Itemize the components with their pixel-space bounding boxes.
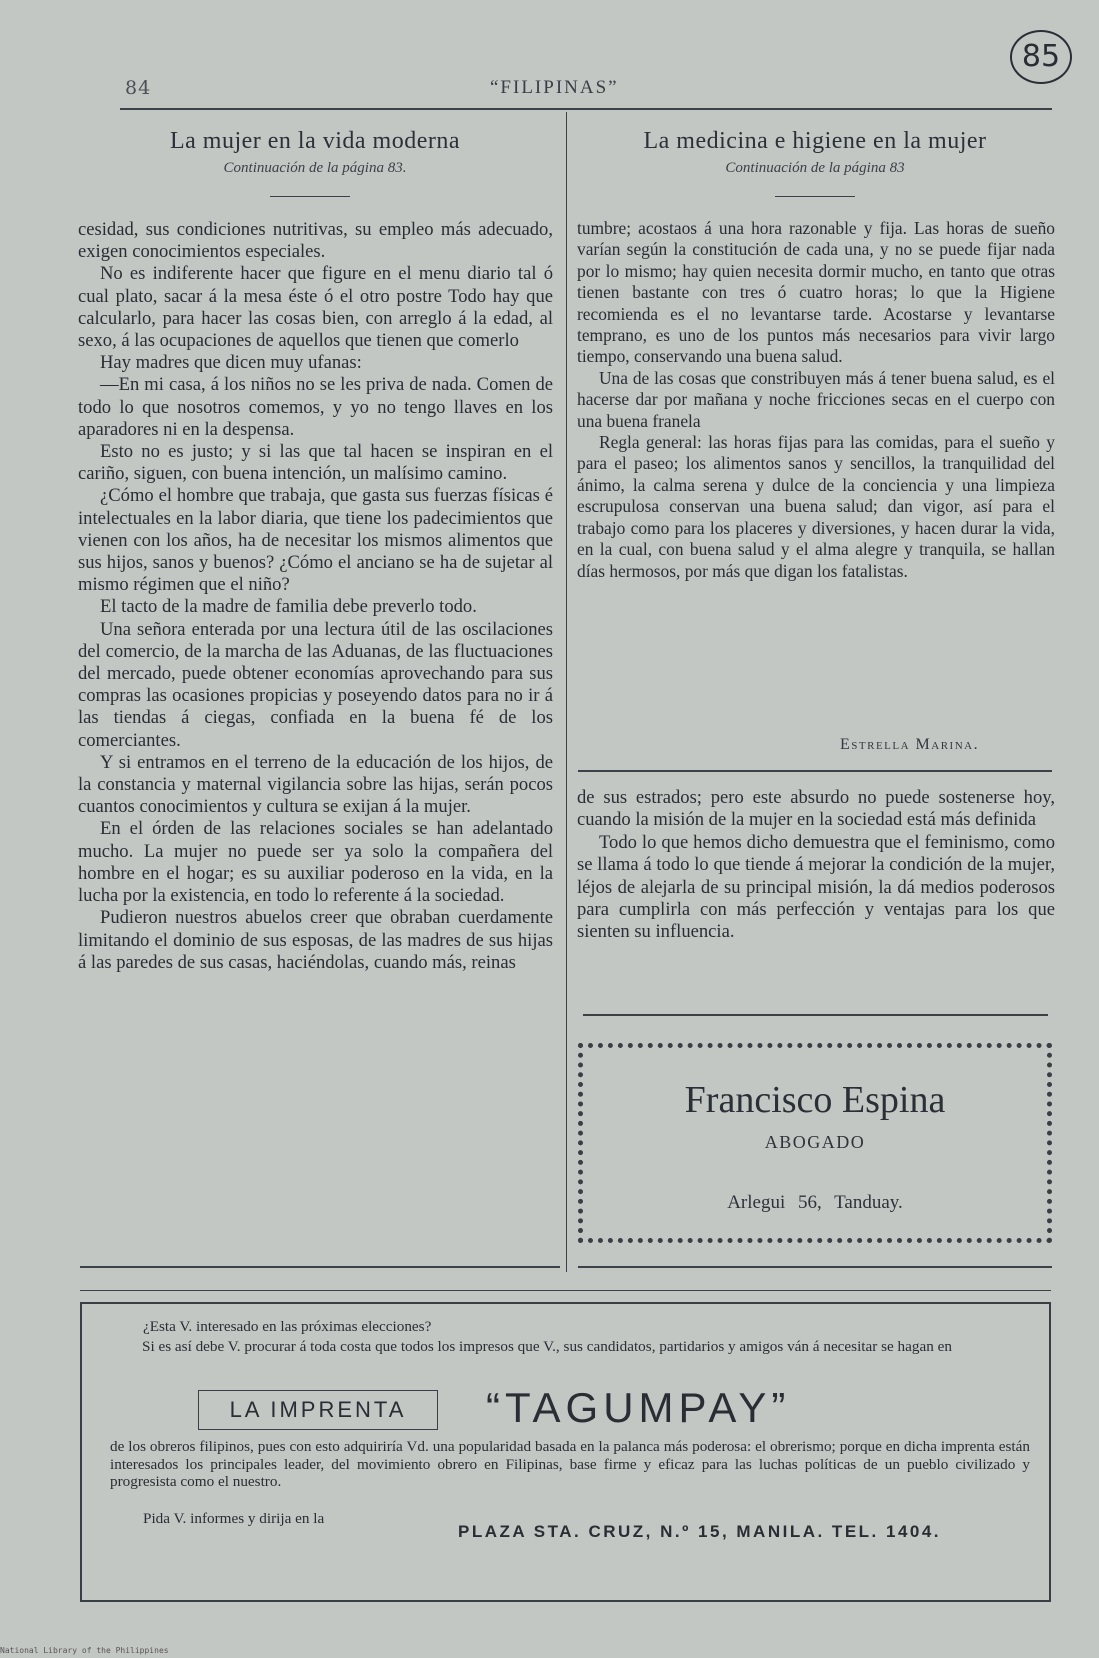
bottom-rule-right bbox=[578, 1266, 1052, 1268]
imprenta-paragraph-1: Si es así debe V. procurar á toda costa que todos los impresos que V., sus candidatos, partidarios y amigos ván á necesitar se hagan en bbox=[142, 1338, 952, 1355]
paragraph: de sus estrados; pero este absurdo no puede sostenerse hoy, cuando la misión de la mujer en la sociedad está más definida bbox=[577, 787, 1055, 831]
left-title-rule bbox=[270, 196, 350, 197]
paragraph: Una señora enterada por una lectura útil de las oscilaciones del comercio, de la marcha de las Aduanas, de las fluctuaciones del mercado, puede obtener economías aprovechando para sus compras las ocasiones propicias y poseyendo datos para no ir á las tiendas á ciegas, confiada en la buena fé de los comerciantes. bbox=[78, 618, 553, 751]
imprenta-name: “TAGUMPAY” bbox=[486, 1384, 791, 1431]
paragraph: ¿Cómo el hombre que trabaja, que gasta sus fuerzas físicas é intelectuales en la labor diaria, que tiene los padecimientos que vienen con los años, ha de necesitar los mismos alimentos que sus hijos, sanos y buenos? ¿Cómo el anciano se ha de sujetar al mismo régimen que el niño? bbox=[78, 485, 553, 596]
paragraph: tumbre; acostaos á una hora razonable y fija. Las horas de sueño varían según la constitución de cada una, y no se puede fijar nada por lo mismo; hay quien necesita dormir mucho, en tanto que otras tienen bastante con tres ó cuatro horas; lo que la Higiene recomienda es el no levantarse tarde. Acostarse y levantarse temprano, es uno de los puntos más necesarios para vivir largo tiempo, conservando una buena salud. bbox=[577, 218, 1055, 367]
imprenta-address: PLAZA STA. CRUZ, N.º 15, MANILA. TEL. 1404. bbox=[458, 1522, 942, 1541]
paragraph: Hay madres que dicen muy ufanas: bbox=[100, 352, 362, 374]
right-article-end-rule bbox=[578, 770, 1052, 772]
paragraph: —En mi casa, á los niños no se les priva de nada. Comen de todo lo que nosotros comemos, y yo no tengo llaves en los aparadores ni en la despensa. bbox=[78, 374, 553, 440]
paragraph: cesidad, sus condiciones nutritivas, su empleo más adecuado, exigen conocimientos especiales. bbox=[78, 219, 553, 263]
paragraph: En el órden de las relaciones sociales se han adelantado mucho. La mujer no puede ser ya solo la compañera del hombre en el hogar; es su auxiliar poderoso en la vida, en la lucha por la existencia, en todo lo referente á la sociedad. bbox=[78, 818, 553, 907]
left-article-title: La mujer en la vida moderna bbox=[169, 128, 461, 154]
imprenta-label: LA IMPRENTA bbox=[198, 1390, 438, 1430]
right-article-body bbox=[577, 218, 1055, 582]
bottom-rule-second bbox=[80, 1290, 1051, 1291]
lawyer-address: Arlegui 56, Tanduay. bbox=[727, 1192, 903, 1213]
left-article-continuation: Continuación de la página 83. bbox=[223, 160, 407, 176]
column-divider bbox=[566, 112, 567, 1272]
imprenta-paragraph-2: de los obreros filipinos, pues con esto adquiriría Vd. una popularidad basada en la palanca más poderosa: el obrerismo; porque en dicha imprenta están interesados los principales leader, del movimiento obrero en Filipinas, base firme y eficaz para las luchas políticas de un pueblo civilizado y progresista como el nuestro. bbox=[110, 1438, 1030, 1491]
paragraph: El tacto de la madre de familia debe preverlo todo. bbox=[100, 596, 477, 618]
left-article-continued bbox=[577, 787, 1055, 944]
left-article-body bbox=[78, 219, 553, 974]
article-signature: Estrella Marina. bbox=[840, 736, 980, 753]
right-article-continuation: Continuación de la página 83 bbox=[725, 160, 905, 176]
lawyer-name: Francisco Espina bbox=[684, 1079, 946, 1121]
paragraph: Pudieron nuestros abuelos creer que obraban cuerdamente limitando el dominio de sus esposas, de las madres de sus hijas á las paredes de sus casas, haciéndolas, cuando más, reinas bbox=[78, 907, 553, 973]
handwritten-folio: 85 bbox=[1010, 30, 1072, 84]
paragraph: Esto no es justo; y si las que tal hacen se inspiran en el cariño, siguen, con buena intención, un malísimo camino. bbox=[78, 441, 553, 485]
paragraph: Y si entramos en el terreno de la educación de los hijos, de la constancia y maternal vigilancia sobre las hijas, serán pocos cuantos conocimientos y cultura se exijan á la mujer. bbox=[78, 751, 553, 818]
page-number: 84 bbox=[125, 77, 152, 99]
right-article-title: La medicina e higiene en la mujer bbox=[643, 128, 987, 154]
header-rule bbox=[120, 108, 1052, 110]
bottom-rule-left bbox=[80, 1266, 560, 1268]
ad-top-rule bbox=[583, 1014, 1048, 1016]
paragraph: Regla general: las horas fijas para las comidas, para el sueño y para el paseo; los alimentos sanos y sencillos, la tranquilidad del ánimo, la calma serena y dulce de la conciencia y una limpieza escrupulosa conservan una buena salud; dan vigor, así para el trabajo como para los placeres y diversiones, y hacen durar la vida, en la cual, con buena salud y el alma alegre y tranquila, se hallan días hermosos, por más que digan los fatalistas. bbox=[577, 432, 1055, 581]
lawyer-role: ABOGADO bbox=[764, 1132, 866, 1152]
paragraph: No es indiferente hacer que figure en el menu diario tal ó cual plato, sacar á la mesa éste ó el otro postre Todo hay que calcularlo, para hacer las cosas bien, con arreglo á la edad, al sexo, á las ocupaciones de aquellos que tienen que comerlo bbox=[78, 263, 553, 352]
publication-title: “FILIPINAS” bbox=[490, 77, 619, 98]
paragraph: Todo lo que hemos dicho demuestra que el feminismo, como se llama á todo lo que tiende á mejorar la condición de la mujer, léjos de alejarla de su principal misión, la dá medios poderosos para cumplirla con más perfección y ventajas para los que sienten su influencia. bbox=[577, 831, 1055, 943]
imprenta-question: ¿Esta V. interesado en las próximas elecciones? bbox=[143, 1318, 432, 1335]
library-credit: National Library of the Philippines bbox=[0, 1646, 169, 1655]
right-title-rule bbox=[775, 196, 855, 197]
paragraph: Una de las cosas que constribuyen más á tener buena salud, es el hacerse dar por mañana y noche fricciones secas en el cuerpo con una buena franela bbox=[577, 367, 1055, 431]
imprenta-contact-intro: Pida V. informes y dirija en la bbox=[143, 1510, 325, 1527]
